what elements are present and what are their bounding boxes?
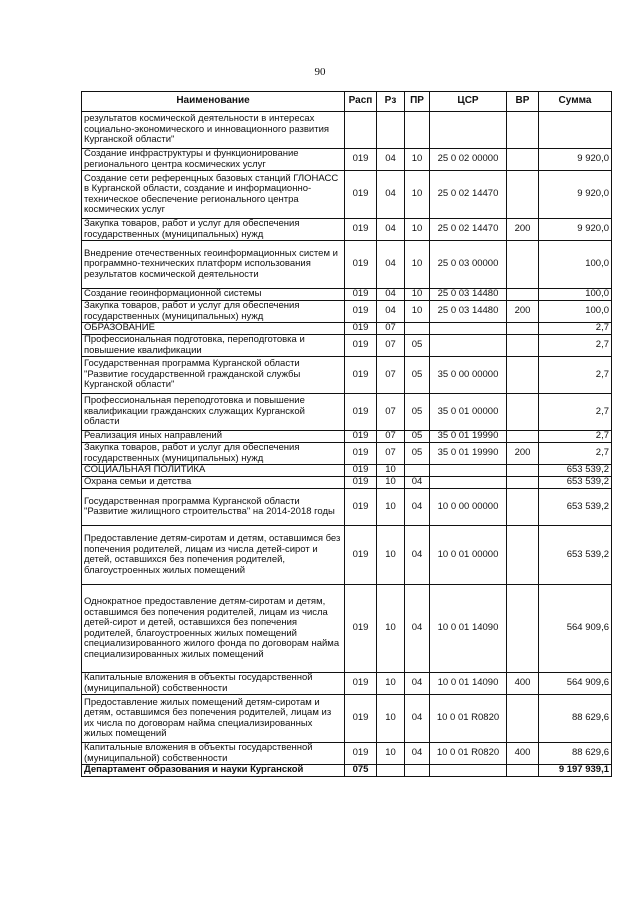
cell-csr: 10 0 00 00000	[430, 489, 507, 526]
cell-pr	[405, 465, 430, 477]
cell-vr	[507, 289, 539, 301]
cell-pr: 04	[405, 673, 430, 695]
table-row	[82, 219, 612, 241]
table-row	[82, 477, 612, 489]
table-row	[82, 489, 612, 526]
table-row	[82, 673, 612, 695]
cell-csr	[430, 477, 507, 489]
cell-vr	[507, 323, 539, 335]
table-row	[82, 335, 612, 357]
cell-csr: 25 0 03 14480	[430, 289, 507, 301]
cell-name: Предоставление жилых помещений детям-сиротам и детям, оставшимся без попечения родителей, лицам из их числа по договорам найма специализированных жилых помещений	[82, 695, 345, 743]
cell-sum: 9 920,0	[539, 219, 612, 241]
cell-vr: 400	[507, 673, 539, 695]
cell-pr: 04	[405, 585, 430, 673]
table-row	[82, 695, 612, 743]
cell-pr: 04	[405, 743, 430, 765]
cell-sum: 2,7	[539, 431, 612, 443]
cell-rz: 10	[377, 477, 405, 489]
cell-sum: 653 539,2	[539, 526, 612, 585]
cell-vr	[507, 171, 539, 219]
cell-vr	[507, 526, 539, 585]
cell-csr: 10 0 01 R0820	[430, 695, 507, 743]
cell-rz: 10	[377, 695, 405, 743]
cell-name: Закупка товаров, работ и услуг для обеспечения государственных (муниципальных) нужд	[82, 443, 345, 465]
cell-csr	[430, 335, 507, 357]
cell-vr	[507, 335, 539, 357]
cell-sum: 653 539,2	[539, 489, 612, 526]
cell-rz: 04	[377, 241, 405, 289]
cell-name: Создание геоинформационной системы	[82, 289, 345, 301]
cell-rz: 07	[377, 431, 405, 443]
cell-rasp: 019	[345, 526, 377, 585]
page-number: 90	[314, 66, 326, 78]
cell-rasp: 019	[345, 149, 377, 171]
cell-rasp: 019	[345, 301, 377, 323]
cell-vr	[507, 357, 539, 394]
cell-rz: 10	[377, 489, 405, 526]
table-row	[82, 465, 612, 477]
header-rz: Рз	[377, 92, 405, 112]
cell-pr	[405, 112, 430, 149]
cell-rz: 10	[377, 673, 405, 695]
cell-csr: 35 0 01 19990	[430, 443, 507, 465]
cell-csr: 25 0 02 14470	[430, 171, 507, 219]
cell-rasp	[345, 112, 377, 149]
cell-sum: 2,7	[539, 335, 612, 357]
cell-rasp: 019	[345, 465, 377, 477]
cell-csr: 10 0 01 14090	[430, 585, 507, 673]
cell-sum: 9 920,0	[539, 171, 612, 219]
cell-vr	[507, 465, 539, 477]
cell-csr: 25 0 02 14470	[430, 219, 507, 241]
cell-sum: 564 909,6	[539, 673, 612, 695]
cell-rasp: 019	[345, 443, 377, 465]
table-row	[82, 323, 612, 335]
cell-vr	[507, 489, 539, 526]
cell-rasp: 019	[345, 171, 377, 219]
cell-sum	[539, 112, 612, 149]
cell-csr: 25 0 03 14480	[430, 301, 507, 323]
cell-rz	[377, 765, 405, 777]
cell-sum: 88 629,6	[539, 695, 612, 743]
cell-sum: 564 909,6	[539, 585, 612, 673]
cell-name: СОЦИАЛЬНАЯ ПОЛИТИКА	[82, 465, 345, 477]
table-row	[82, 149, 612, 171]
table-header-row	[82, 92, 612, 112]
cell-rasp: 019	[345, 241, 377, 289]
cell-pr: 04	[405, 526, 430, 585]
cell-csr: 10 0 01 R0820	[430, 743, 507, 765]
cell-name: Создание инфраструктуры и функционирование регионального центра космических услуг	[82, 149, 345, 171]
cell-pr: 04	[405, 695, 430, 743]
cell-rz: 04	[377, 219, 405, 241]
cell-rz: 04	[377, 171, 405, 219]
cell-rz: 07	[377, 443, 405, 465]
cell-name: Внедрение отечественных геоинформационных систем и программно-технических платформ использования результатов космической деятельности	[82, 241, 345, 289]
cell-csr: 35 0 00 00000	[430, 357, 507, 394]
cell-rasp: 019	[345, 431, 377, 443]
cell-name: результатов космической деятельности в интересах социально-экономического и инновационного развития Курганской области"	[82, 112, 345, 149]
cell-name: Закупка товаров, работ и услуг для обеспечения государственных (муниципальных) нужд	[82, 219, 345, 241]
cell-rasp: 019	[345, 219, 377, 241]
cell-vr	[507, 149, 539, 171]
cell-name: Государственная программа Курганской области "Развитие государственной гражданской службы Курганской области"	[82, 357, 345, 394]
cell-sum: 2,7	[539, 357, 612, 394]
cell-vr	[507, 394, 539, 431]
cell-rasp: 019	[345, 585, 377, 673]
cell-rz: 04	[377, 289, 405, 301]
cell-sum: 88 629,6	[539, 743, 612, 765]
cell-vr	[507, 695, 539, 743]
cell-sum: 100,0	[539, 241, 612, 289]
cell-pr	[405, 323, 430, 335]
table-row	[82, 743, 612, 765]
cell-vr	[507, 585, 539, 673]
cell-pr: 05	[405, 357, 430, 394]
cell-name: Профессиональная подготовка, переподготовка и повышение квалификации	[82, 335, 345, 357]
header-rasp: Расп	[345, 92, 377, 112]
cell-name: Государственная программа Курганской области "Развитие жилищного строительства" на 2014-2018 годы	[82, 489, 345, 526]
table-row	[82, 443, 612, 465]
cell-rasp: 019	[345, 477, 377, 489]
cell-rz: 10	[377, 526, 405, 585]
table-row	[82, 357, 612, 394]
cell-rasp: 019	[345, 289, 377, 301]
cell-csr	[430, 112, 507, 149]
cell-vr: 200	[507, 301, 539, 323]
cell-vr: 200	[507, 443, 539, 465]
cell-pr: 10	[405, 301, 430, 323]
table-row	[82, 112, 612, 149]
cell-rasp: 019	[345, 323, 377, 335]
cell-vr	[507, 765, 539, 777]
cell-pr: 10	[405, 171, 430, 219]
cell-vr: 200	[507, 219, 539, 241]
cell-name: Закупка товаров, работ и услуг для обеспечения государственных (муниципальных) нужд	[82, 301, 345, 323]
cell-vr	[507, 431, 539, 443]
cell-rz: 10	[377, 743, 405, 765]
cell-rasp: 019	[345, 394, 377, 431]
cell-csr: 25 0 02 00000	[430, 149, 507, 171]
budget-table	[81, 91, 612, 777]
cell-sum: 653 539,2	[539, 465, 612, 477]
cell-csr	[430, 765, 507, 777]
cell-pr: 10	[405, 149, 430, 171]
table-row	[82, 171, 612, 219]
cell-name: Однократное предоставление детям-сиротам и детям, оставшимся без попечения родителей, лицам из числа детей-сирот и детей, оставшихся без попечения родителей, благоустроенных жилых помещений специализированного жилого фонда по договорам найма специализированных жилых помещений	[82, 585, 345, 673]
header-name: Наименование	[82, 92, 345, 112]
header-csr: ЦСР	[430, 92, 507, 112]
cell-name: Создание сети референцных базовых станций ГЛОНАСС в Курганской области, создание и информационно-техническое обеспечение регионального центра космических услуг	[82, 171, 345, 219]
cell-csr: 25 0 03 00000	[430, 241, 507, 289]
cell-vr	[507, 241, 539, 289]
cell-csr: 10 0 01 14090	[430, 673, 507, 695]
cell-name: Капитальные вложения в объекты государственной (муниципальной) собственности	[82, 743, 345, 765]
cell-rasp: 019	[345, 743, 377, 765]
cell-csr	[430, 465, 507, 477]
cell-sum: 100,0	[539, 289, 612, 301]
header-pr: ПР	[405, 92, 430, 112]
cell-rz: 04	[377, 301, 405, 323]
table-row	[82, 765, 612, 777]
cell-rz: 07	[377, 335, 405, 357]
table-row	[82, 241, 612, 289]
cell-vr: 400	[507, 743, 539, 765]
cell-rz: 10	[377, 465, 405, 477]
cell-rz: 07	[377, 394, 405, 431]
cell-rz: 07	[377, 357, 405, 394]
cell-pr: 05	[405, 394, 430, 431]
cell-csr	[430, 323, 507, 335]
cell-pr: 05	[405, 335, 430, 357]
cell-rasp: 019	[345, 335, 377, 357]
table-row	[82, 526, 612, 585]
cell-pr: 10	[405, 219, 430, 241]
cell-sum: 2,7	[539, 394, 612, 431]
cell-name: Предоставление детям-сиротам и детям, оставшимся без попечения родителей, лицам из числа детей-сирот и детей, оставшихся без попечения родителей, благоустроенных жилых помещений	[82, 526, 345, 585]
cell-name: Департамент образования и науки Курганской	[82, 765, 345, 777]
cell-pr: 04	[405, 489, 430, 526]
table-row	[82, 301, 612, 323]
cell-pr: 10	[405, 241, 430, 289]
cell-name: Капитальные вложения в объекты государственной (муниципальной) собственности	[82, 673, 345, 695]
cell-rz: 07	[377, 323, 405, 335]
cell-name: Профессиональная переподготовка и повышение квалификации гражданских служащих Курганской области	[82, 394, 345, 431]
cell-sum: 9 197 939,1	[539, 765, 612, 777]
cell-pr: 05	[405, 431, 430, 443]
header-vr: ВР	[507, 92, 539, 112]
cell-pr: 05	[405, 443, 430, 465]
cell-sum: 653 539,2	[539, 477, 612, 489]
cell-vr	[507, 477, 539, 489]
cell-vr	[507, 112, 539, 149]
cell-csr: 35 0 01 19990	[430, 431, 507, 443]
cell-sum: 100,0	[539, 301, 612, 323]
cell-name: Реализация иных направлений	[82, 431, 345, 443]
cell-pr: 04	[405, 477, 430, 489]
cell-sum: 2,7	[539, 323, 612, 335]
cell-rasp: 019	[345, 357, 377, 394]
cell-rasp: 019	[345, 489, 377, 526]
cell-name: ОБРАЗОВАНИЕ	[82, 323, 345, 335]
cell-rz: 04	[377, 149, 405, 171]
table-row	[82, 585, 612, 673]
cell-sum: 2,7	[539, 443, 612, 465]
cell-rasp: 019	[345, 673, 377, 695]
cell-csr: 35 0 01 00000	[430, 394, 507, 431]
header-sum: Сумма	[539, 92, 612, 112]
cell-pr: 10	[405, 289, 430, 301]
cell-rz	[377, 112, 405, 149]
table-row	[82, 394, 612, 431]
cell-sum: 9 920,0	[539, 149, 612, 171]
table-row	[82, 431, 612, 443]
table-row	[82, 289, 612, 301]
cell-rz: 10	[377, 585, 405, 673]
cell-pr	[405, 765, 430, 777]
table-body	[82, 112, 612, 777]
cell-csr: 10 0 01 00000	[430, 526, 507, 585]
cell-name: Охрана семьи и детства	[82, 477, 345, 489]
cell-rasp: 019	[345, 695, 377, 743]
cell-rasp: 075	[345, 765, 377, 777]
